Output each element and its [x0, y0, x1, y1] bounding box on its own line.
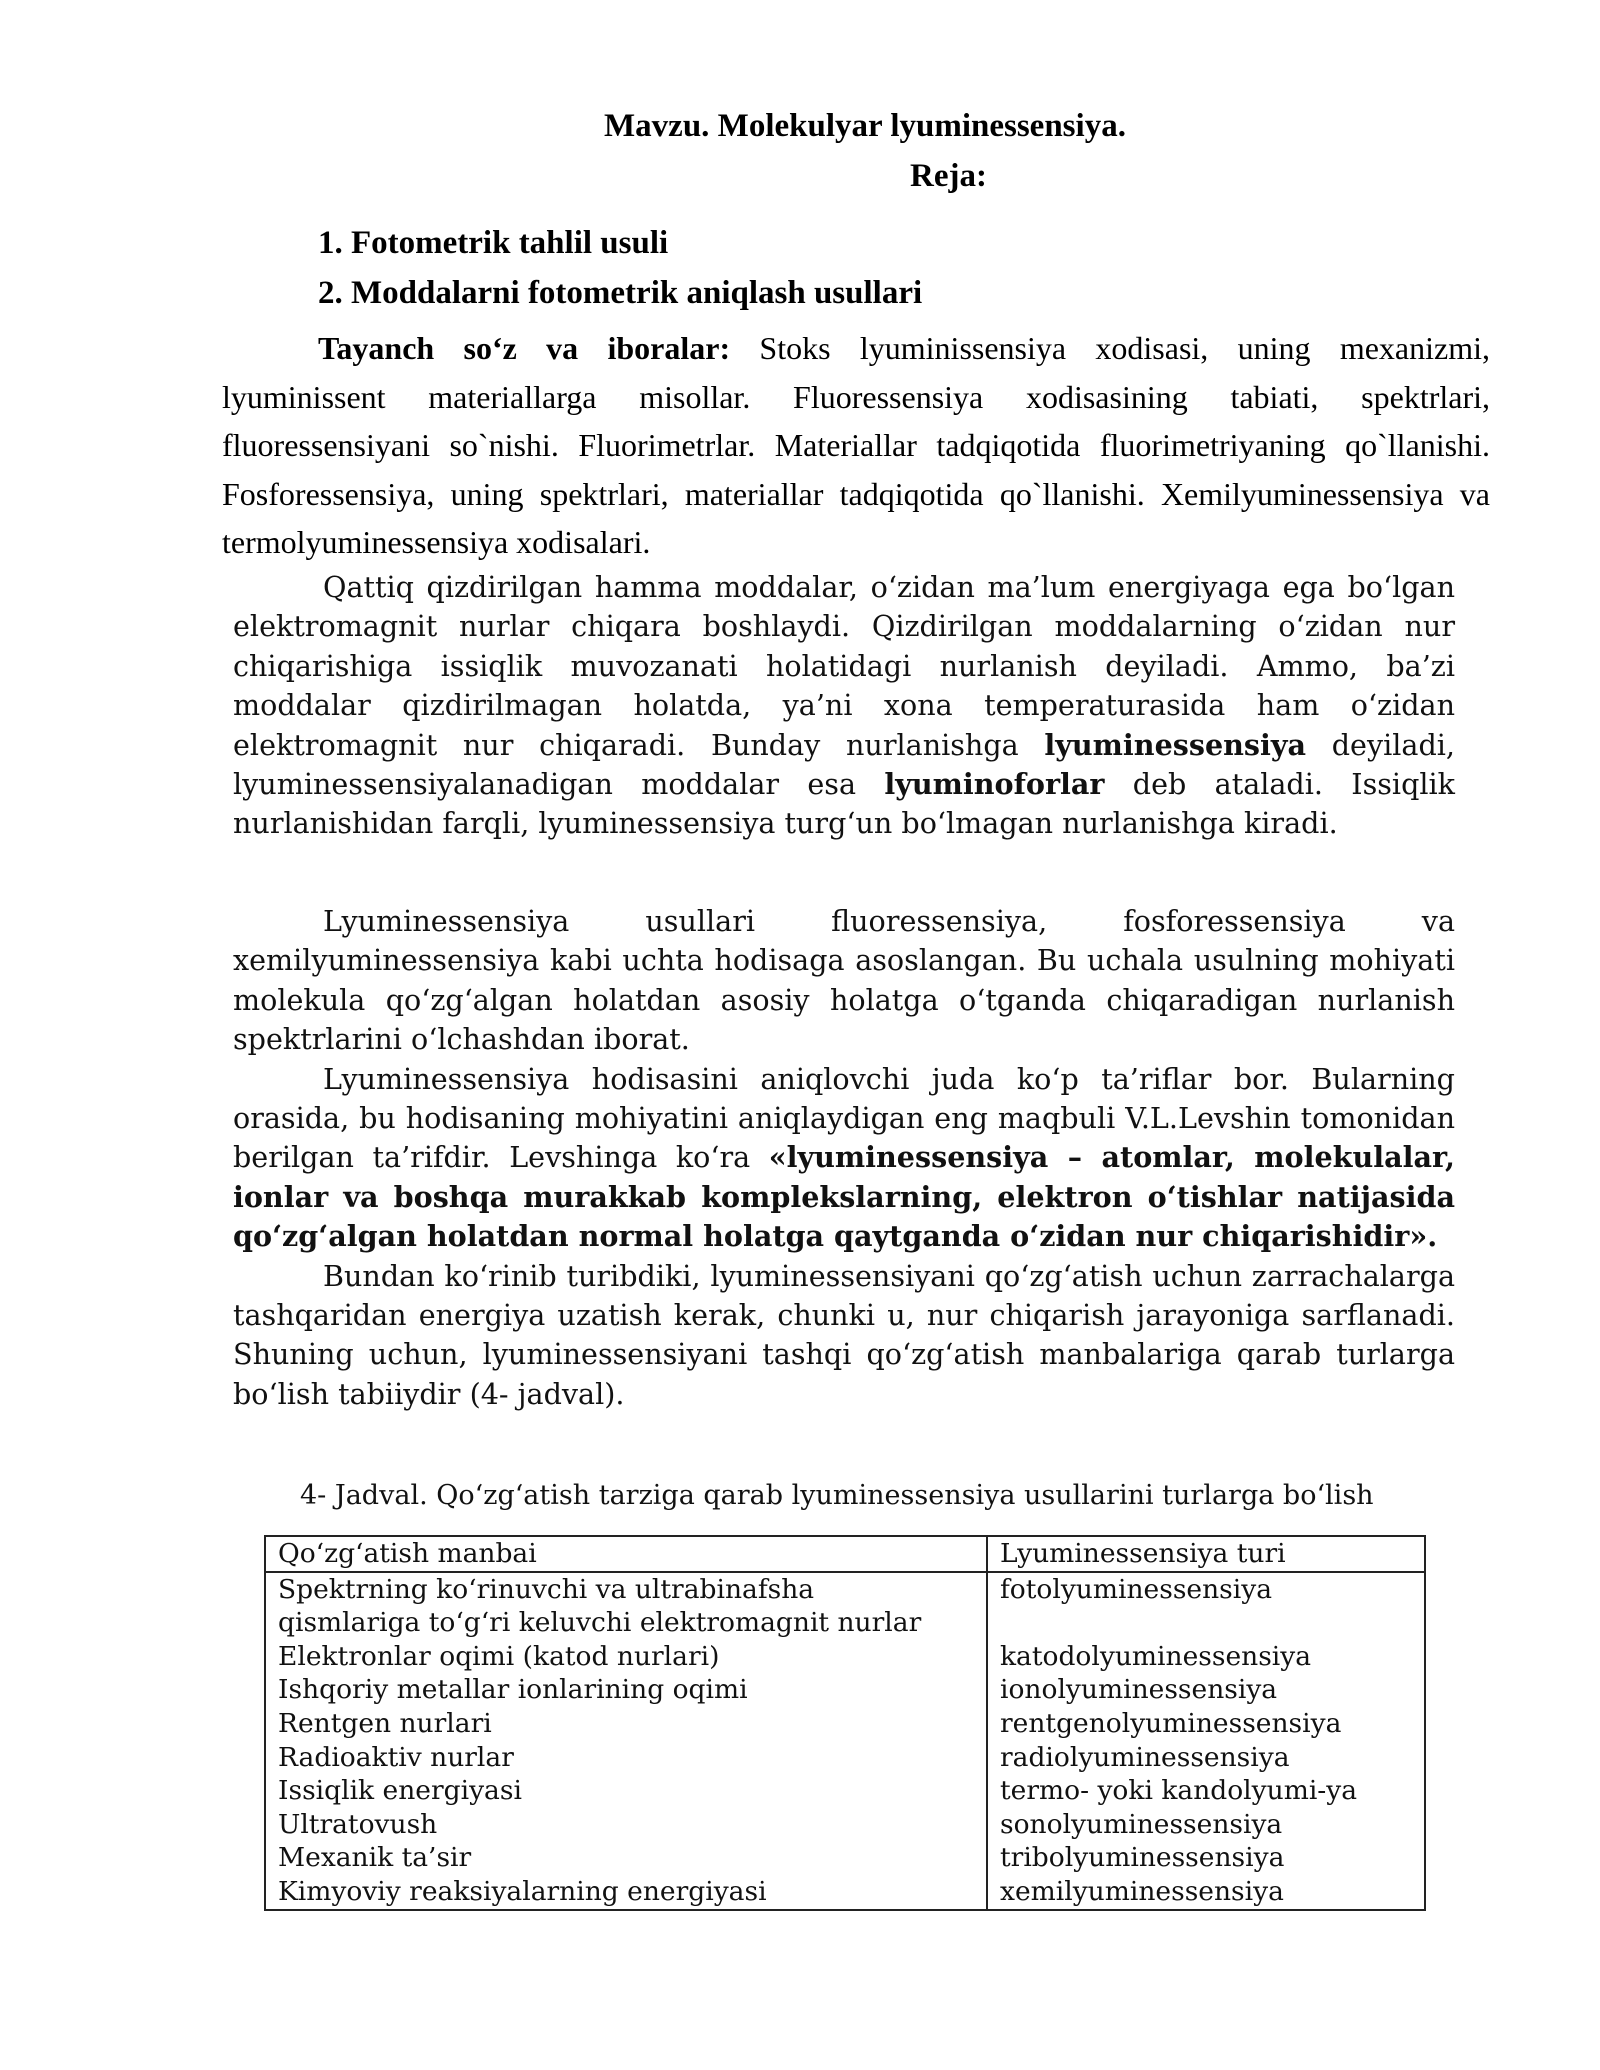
table-row [265, 1841, 1425, 1875]
paragraph-2: Lyuminessensiya usullari fluoressensiya, fosforessensiya va xemilyuminessensiya kabi uchta hodisaga asoslangan. Bu uchala usulning mohiyati molekula qo‘zg‘algan holatdan asosiy holatga o‘tganda chiqaradigan nurlanish spektrlarini o‘lchashdan iborat. [233, 904, 1455, 1057]
table-cell: Radioaktiv nurlar [265, 1741, 987, 1775]
scanned-paragraphs-2 [233, 902, 1455, 1414]
table-cell: Elektronlar oqimi (katod nurlari) [265, 1640, 987, 1674]
table-cell: fotolyuminessensiya [987, 1572, 1425, 1607]
table-cell: Ishqoriy metallar ionlarining oqimi [265, 1673, 987, 1707]
table-row [265, 1606, 1425, 1640]
table-row [265, 1572, 1425, 1607]
table-cell: Kimyoviy reaksiyalarning energiyasi [265, 1875, 987, 1910]
table-row [265, 1673, 1425, 1707]
table-cell: tribolyuminessensiya [987, 1841, 1425, 1875]
paragraph-4: Bundan ko‘rinib turibdiki, lyuminessensiyani qo‘zg‘atish uchun zarrachalarga tashqaridan energiya uzatish kerak, chunki u, nur chiqarish jarayoniga sarflanadi. Shuning uchun, lyuminessensiyani tashqi qo‘zg‘atish manbalariga qarab turlarga bo‘lish tabiiydir (4- jadval). [233, 1258, 1455, 1411]
scanned-paragraph-1 [233, 568, 1455, 844]
table-cell: katodolyuminessensiya [987, 1640, 1425, 1674]
plan-item-1: 1. Fotometrik tahlil usuli [318, 225, 669, 261]
table-row [265, 1640, 1425, 1674]
p1-part3: deb ataladi. Issiqlik nurlanishidan farqli, lyuminessensiya turg‘un bo‘lmagan nurlanishga kiradi. [233, 767, 1455, 841]
table-row [265, 1707, 1425, 1741]
keywords-paragraph [222, 324, 1490, 567]
p3-text: Lyuminessensiya hodisasini aniqlovchi juda ko‘p ta’riflar bor. Bularning orasida, bu hodisaning mohiyatini aniqlaydigan eng maqbuli V.L.Levshin tomonidan berilgan ta’rifdir. Levshinga ko‘ra [233, 1061, 1455, 1175]
table-header-cell: Qo‘zg‘atish manbai [265, 1536, 987, 1572]
page-title: Mavzu. Molekulyar lyuminessensiya. [604, 108, 1126, 144]
keywords-label: Tayanch so‘z va iboralar: [318, 330, 731, 366]
table-cell: ionolyuminessensiya [987, 1673, 1425, 1707]
term-lyuminessensiya: lyuminessensiya [1044, 727, 1307, 762]
table-header-cell: Lyuminessensiya turi [987, 1536, 1425, 1572]
table-cell: Rentgen nurlari [265, 1707, 987, 1741]
table-cell: radiolyuminessensiya [987, 1741, 1425, 1775]
table-cell: Issiqlik energiyasi [265, 1774, 987, 1808]
table-cell: Ultratovush [265, 1808, 987, 1842]
table-cell: xemilyuminessensiya [987, 1875, 1425, 1910]
table-cell [987, 1606, 1425, 1640]
plan-heading: Reja: [910, 158, 987, 194]
levshin-definition: «lyuminessensiya – atomlar, molekulalar, ionlar va boshqa murakkab komplekslarning, elektron o‘tishlar natijasida qo‘zg‘algan holatdan normal holatga qaytganda o‘zidan nur chiqarishidir». [233, 1140, 1455, 1254]
table-row [265, 1808, 1425, 1842]
table-row [265, 1741, 1425, 1775]
table-cell: rentgenolyuminessensiya [987, 1707, 1425, 1741]
term-lyuminoforlar: lyuminoforlar [884, 767, 1105, 802]
table-cell: Spektrning ko‘rinuvchi va ultrabinafsha [265, 1572, 987, 1607]
luminescence-table [264, 1535, 1426, 1911]
plan-item-2: 2. Moddalarni fotometrik aniqlash usullari [318, 275, 923, 311]
table-header-row [265, 1536, 1425, 1572]
p1-part1: Qattiq qizdirilgan hamma moddalar, o‘zidan ma’lum energiyaga ega bo‘lgan elektromagnit nurlar chiqara boshlaydi. Qizdirilgan moddalarning o‘zidan nur chiqarishiga issiqlik muvozanati holatidagi nurlanish deyiladi. Ammo, ba’zi moddalar qizdirilmagan holatda, ya’ni xona temperaturasida ham o‘zidan elektromagnit nur chiqaradi. Bunday nurlanishga [233, 570, 1455, 762]
table-cell: Mexanik ta’sir [265, 1841, 987, 1875]
table-caption: 4- Jadval. Qo‘zg‘atish tarziga qarab lyuminessensiya usullarini turlarga bo‘lish [300, 1480, 1374, 1511]
p1-part2: deyiladi, lyuminessensiyalanadigan moddalar esa [233, 727, 1455, 802]
table-cell: qismlariga to‘g‘ri keluvchi elektromagnit nurlar [265, 1606, 987, 1640]
table-cell: sonolyuminessensiya [987, 1808, 1425, 1842]
paragraph-3 [233, 1060, 1455, 1257]
table-row [265, 1774, 1425, 1808]
table-row [265, 1875, 1425, 1910]
keywords-text: Stoks lyuminissensiya xodisasi, uning mexanizmi, lyuminissent materiallarga misollar. Fluoressensiya xodisasining tabiati, spektrlari, fluoressensiyani so`nishi. Fluorimetrlar. Materiallar tadqiqotida fluorimetriyaning qo`llanishi. Fosforessensiya, uning spektrlari, materiallar tadqiqotida qo`llanishi. Xemilyuminessensiya va termolyuminessensiya xodisalari. [222, 330, 1491, 560]
table-cell: termo- yoki kandolyumi-ya [987, 1774, 1425, 1808]
